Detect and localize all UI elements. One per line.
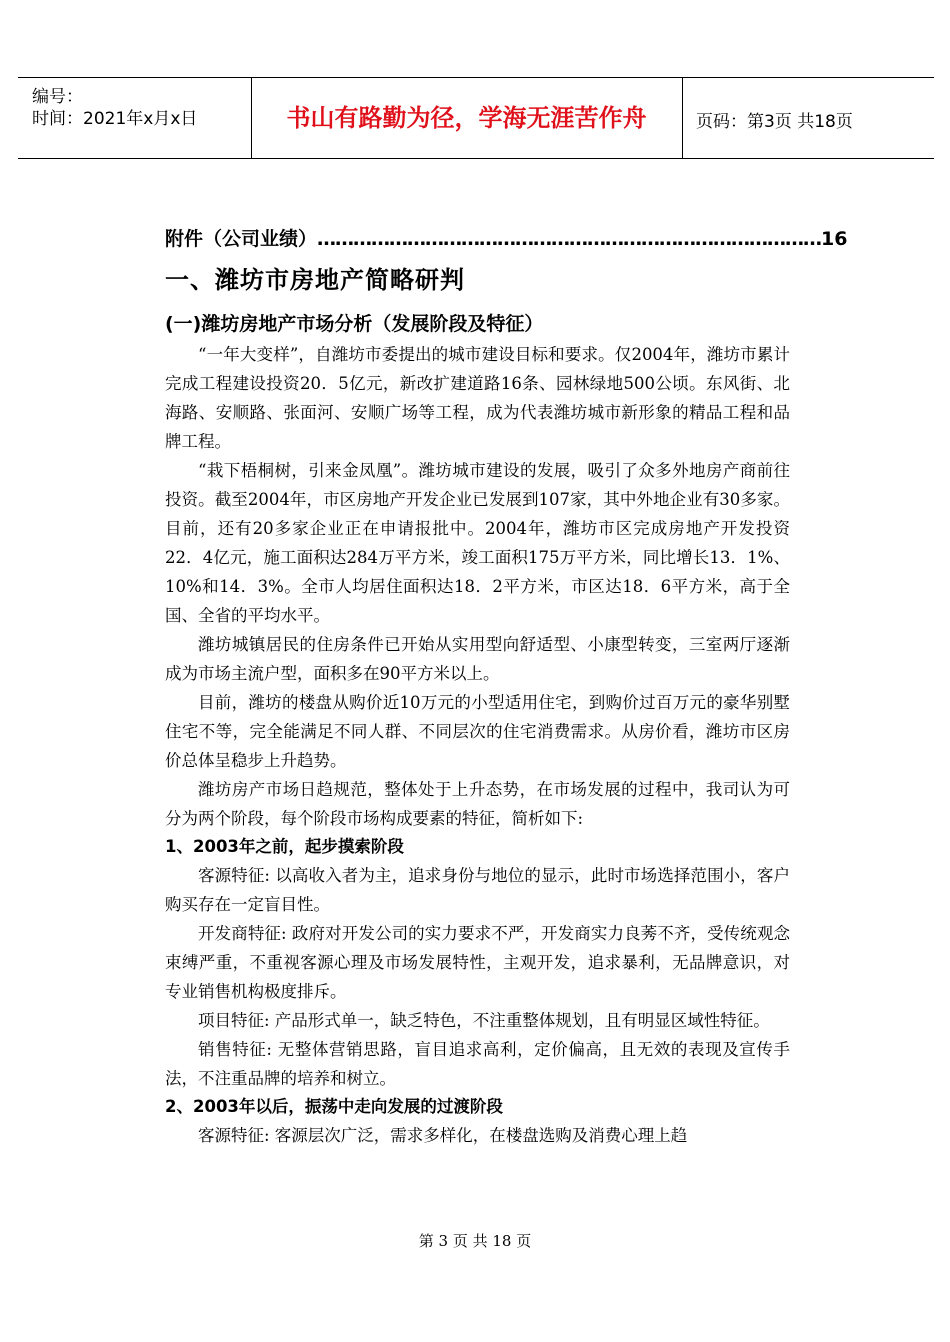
stage-item: 销售特征: 无整体营销思路，盲目追求高利，定价偏高，且无效的表现及宣传手法，不注重品牌的培养和树立。 [165,1040,790,1088]
header-meta-cell [18,78,252,158]
section-heading: 一、潍坊市房地产简略研判 [165,266,465,294]
toc-entry-page: 16 [821,228,848,250]
toc-entry-title: 附件（公司业绩） [165,228,318,250]
paragraph: “栽下梧桐树，引来金凤凰”。潍坊城市建设的发展，吸引了众多外地房产商前往投资。截至2004年，市区房地产开发企业已发展到107家，其中外地企业有30多家。目前，还有20多家企业正在申请报批中。2004年，潍坊市区完成房地产开发投资22．4亿元，施工面积达284万平方米，竣工面积175万平方米，同比增长13．1%、10%和14．3%。全市人均居住面积达18．2平方米，市区达18．6平方米，高于全国、全省的平均水平。 [165,461,790,625]
stage-item: 客源特征: 以高收入者为主，追求身份与地位的显示，此时市场选择范围小，客户购买存在一定盲目性。 [165,866,790,914]
paragraph: 目前，潍坊的楼盘从购价近10万元的小型适用住宅，到购价过百万元的豪华别墅住宅不等，完全能满足不同人群、不同层次的住宅消费需求。从房价看，潍坊市区房价总体呈稳步上升趋势。 [165,693,790,770]
paragraph: 潍坊房产市场日趋规范，整体处于上升态势，在市场发展的过程中，我司认为可分为两个阶段，每个阶段市场构成要素的特征，简析如下: [165,780,790,828]
paragraph: “一年大变样”，自潍坊市委提出的城市建设目标和要求。仅2004年，潍坊市累计完成工程建设投资20．5亿元，新改扩建道路16条、园林绿地500公顷。东风街、北海路、安顺路、张面河、安顺广场等工程，成为代表潍坊城市新形象的精品工程和品牌工程。 [165,345,790,451]
header-motto-cell [251,78,683,158]
toc-entry [165,222,848,256]
stage-item: 客源特征: 客源层次广泛，需求多样化，在楼盘选购及消费心理上趋 [198,1126,688,1145]
header-page-number: 页码：第3页 共18页 [696,112,853,132]
header-motto: 书山有路勤为径，学海无涯苦作舟 [286,104,647,132]
subsection-heading: (一)潍坊房地产市场分析（发展阶段及特征） [165,313,544,335]
paragraph: 潍坊城镇居民的住房条件已开始从实用型向舒适型、小康型转变，三室两厅逐渐成为市场主流户型，面积多在90平方米以上。 [165,635,790,683]
header-page-cell [683,78,933,158]
page-footer: 第 3 页 共 18 页 [418,1232,532,1250]
document-date-label: 时间：2021年x月x日 [32,109,198,129]
page-header [18,77,934,159]
stage-heading: 1、2003年之前，起步摸索阶段 [165,837,404,856]
document-number-label: 编号： [32,87,83,107]
stage-item: 项目特征: 产品形式单一，缺乏特色，不注重整体规划，且有明显区域性特征。 [198,1011,770,1030]
toc-leader: ………………………………………………………………………… [317,228,822,250]
stage-item: 开发商特征: 政府对开发公司的实力要求不严，开发商实力良莠不齐，受传统观念束缚严重，不重视客源心理及市场发展特性，主观开发，追求暴利，无品牌意识，对专业销售机构极度排斥。 [165,924,790,1001]
document-body [165,222,848,1150]
stage-heading: 2、2003年以后，振荡中走向发展的过渡阶段 [165,1097,503,1116]
